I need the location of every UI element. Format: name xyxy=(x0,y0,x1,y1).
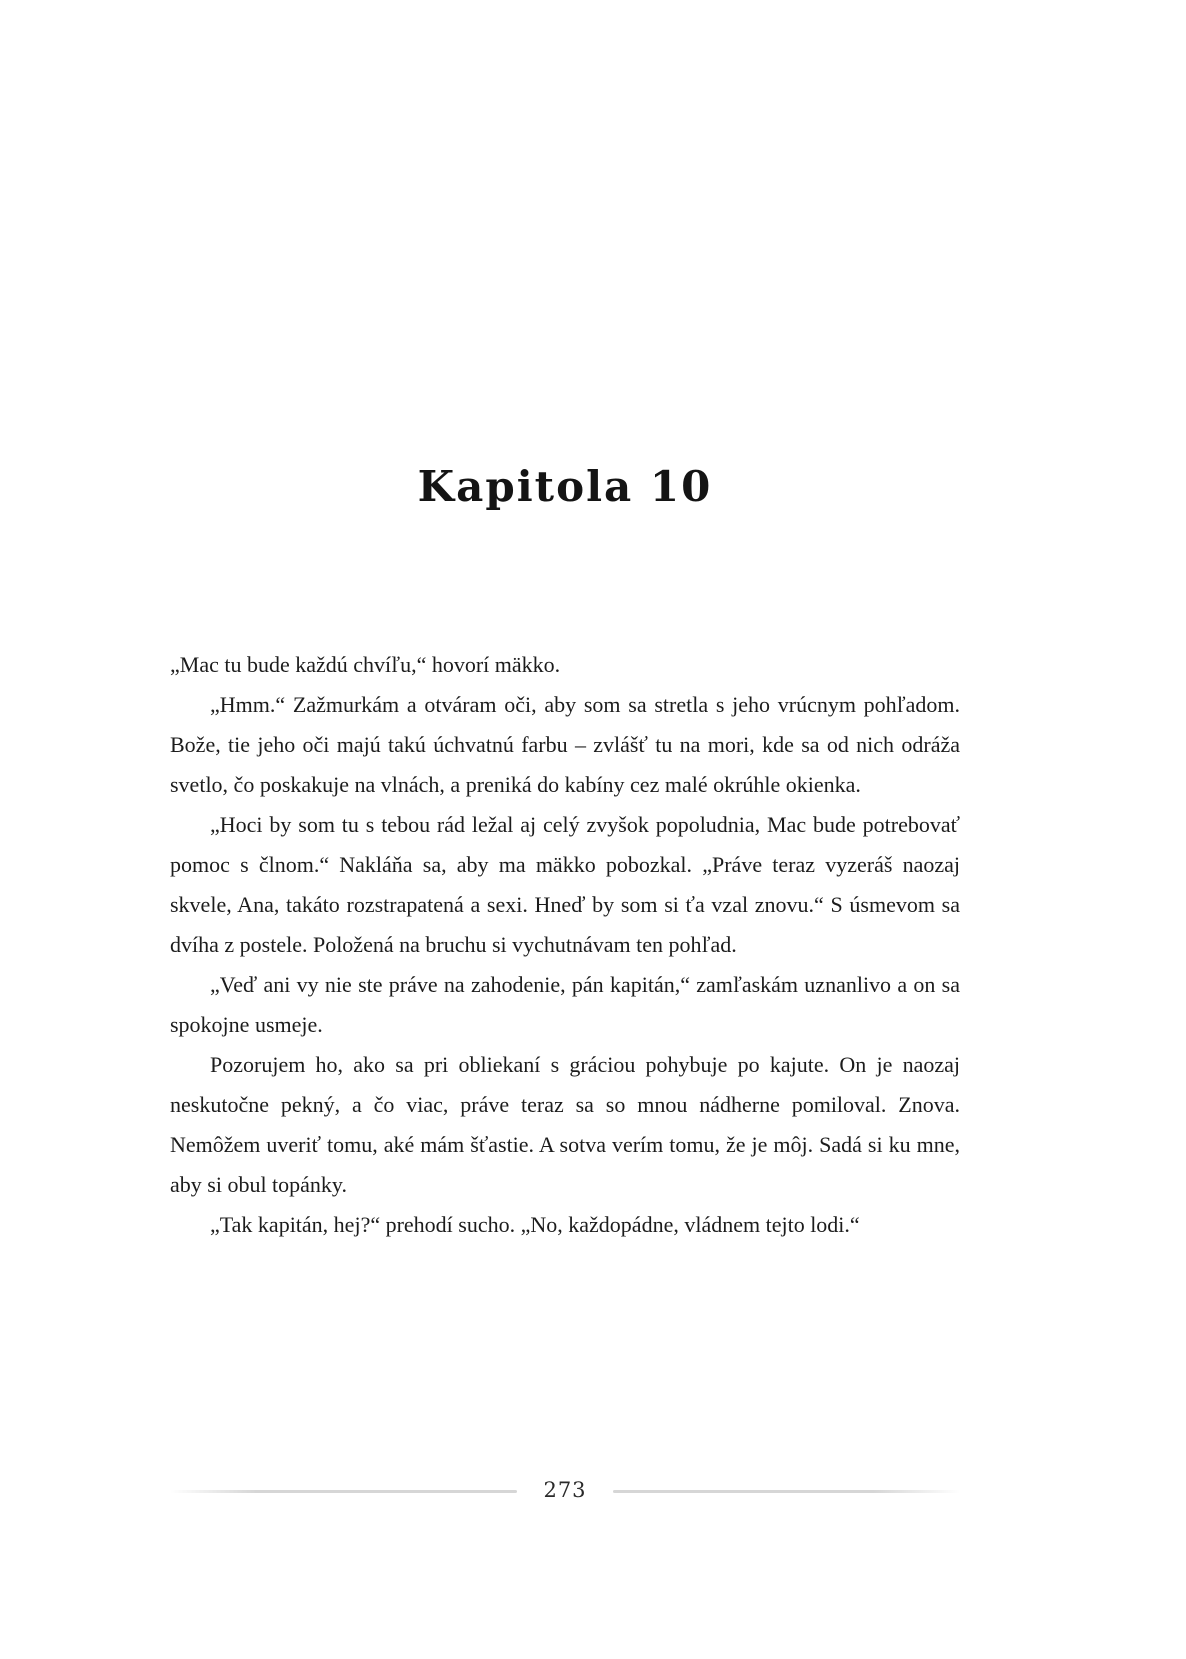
paragraph: „Mac tu bude každú chvíľu,“ hovorí mäkko. xyxy=(170,652,561,677)
paragraph: Pozorujem ho, ako sa pri obliekaní s gráciou pohybuje po kajute. On je naozaj neskutočne pekný, a čo viac, práve teraz sa so mnou nádherne pomiloval. Znova. Nemôžem uveriť tomu, aké mám šťastie. A sotva verím tomu, že je môj. Sadá si ku mne, aby si obul topánky. xyxy=(170,1052,960,1197)
body-text xyxy=(170,645,960,1245)
paragraph: „Hmm.“ Zažmurkám a otváram oči, aby som sa stretla s jeho vrúcnym pohľadom. Bože, tie jeho oči majú takú úchvatnú farbu – zvlášť tu na mori, kde sa od nich odráža svetlo, čo poskakuje na vlnách, a preniká do kabíny cez malé okrúhle okienka. xyxy=(170,692,960,797)
chapter-title: Kapitola 10 xyxy=(417,462,713,511)
paragraph: „Hoci by som tu s tebou rád ležal aj celý zvyšok popoludnia, Mac bude potrebovať pomoc s člnom.“ Nakláňa sa, aby ma mäkko pobozkal. „Práve teraz vyzeráš naozaj skvele, Ana, takáto rozstrapatená a sexi. Hneď by som si ťa vzal znovu.“ S úsmevom sa dvíha z postele. Položená na bruchu si vychutnávam ten pohľad. xyxy=(170,812,960,957)
paragraph: „Tak kapitán, hej?“ prehodí sucho. „No, každopádne, vládnem tejto lodi.“ xyxy=(210,1212,860,1237)
page-footer xyxy=(170,1480,960,1503)
paragraph: „Veď ani vy nie ste práve na zahodenie, pán kapitán,“ zamľaskám uznanlivo a on sa spokojne usmeje. xyxy=(170,972,960,1037)
footer-rule-left xyxy=(170,1490,517,1493)
footer-rule-right xyxy=(613,1490,960,1493)
page-number: 273 xyxy=(543,1478,587,1502)
